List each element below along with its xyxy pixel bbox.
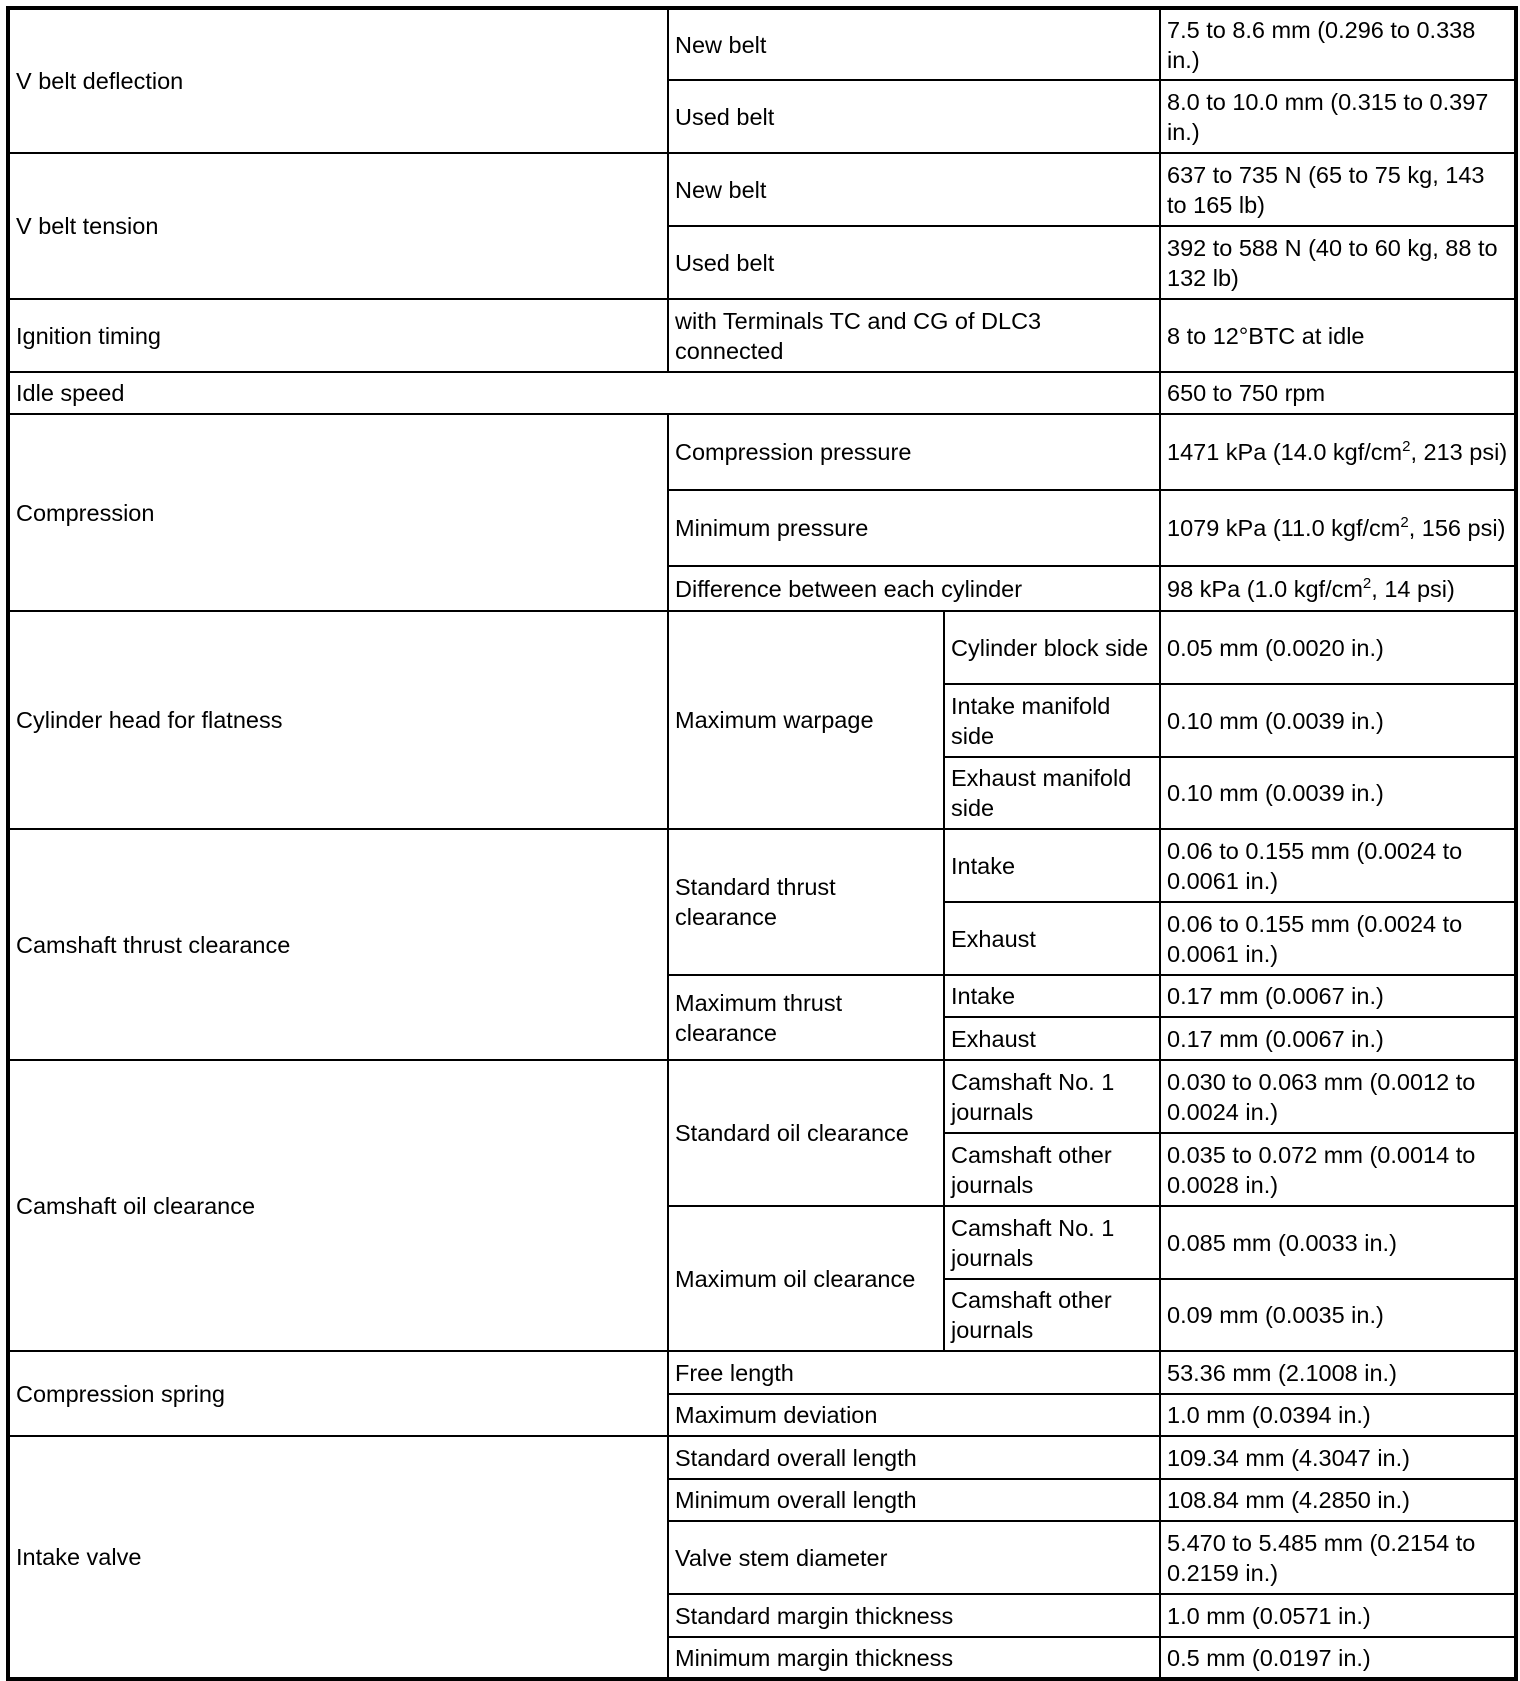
value-cell: 392 to 588 N (40 to 60 kg, 88 to 132 lb) bbox=[1160, 226, 1516, 299]
condition-cell: Valve stem diameter bbox=[668, 1521, 1160, 1594]
value-cell: 5.470 to 5.485 mm (0.2154 to 0.2159 in.) bbox=[1160, 1521, 1516, 1594]
value-cell: 0.09 mm (0.0035 in.) bbox=[1160, 1279, 1516, 1351]
condition-cell: with Terminals TC and CG of DLC3 connected bbox=[668, 299, 1160, 372]
value-cell: 0.10 mm (0.0039 in.) bbox=[1160, 757, 1516, 829]
superscript: 2 bbox=[1400, 514, 1409, 531]
row-label-ignition-timing: Ignition timing bbox=[8, 299, 668, 372]
condition-cell: Maximum oil clearance bbox=[668, 1206, 944, 1351]
value-cell: 0.085 mm (0.0033 in.) bbox=[1160, 1206, 1516, 1279]
subcondition-cell: Camshaft other journals bbox=[944, 1133, 1160, 1206]
subcondition-cell: Intake bbox=[944, 975, 1160, 1017]
value-text: , 14 psi) bbox=[1371, 575, 1455, 602]
condition-cell: Standard oil clearance bbox=[668, 1060, 944, 1206]
row-label-compression-spring: Compression spring bbox=[8, 1351, 668, 1436]
subcondition-cell: Intake manifold side bbox=[944, 684, 1160, 757]
table-row bbox=[8, 1060, 1516, 1133]
condition-cell: Standard overall length bbox=[668, 1436, 1160, 1479]
condition-cell: Maximum warpage bbox=[668, 611, 944, 829]
value-text: , 213 psi) bbox=[1410, 439, 1508, 465]
table-row bbox=[8, 414, 1516, 490]
value-cell: 8 to 12°BTC at idle bbox=[1160, 299, 1516, 372]
subcondition-cell: Cylinder block side bbox=[944, 611, 1160, 684]
condition-cell: Standard thrust clearance bbox=[668, 829, 944, 975]
value-text: , 156 psi) bbox=[1408, 515, 1506, 541]
superscript: 2 bbox=[1362, 574, 1372, 592]
subcondition-cell: Camshaft No. 1 journals bbox=[944, 1060, 1160, 1133]
value-cell: 8.0 to 10.0 mm (0.315 to 0.397 in.) bbox=[1160, 80, 1516, 153]
row-label-v-belt-tension: V belt tension bbox=[8, 153, 668, 299]
value-cell: 0.05 mm (0.0020 in.) bbox=[1160, 611, 1516, 684]
value-cell bbox=[1160, 566, 1516, 611]
superscript: 2 bbox=[1402, 438, 1411, 455]
condition-cell: Compression pressure bbox=[668, 414, 1160, 490]
condition-cell: Minimum margin thickness bbox=[668, 1637, 1160, 1679]
table-row bbox=[8, 299, 1516, 372]
value-cell: 7.5 to 8.6 mm (0.296 to 0.338 in.) bbox=[1160, 8, 1516, 80]
value-cell: 0.035 to 0.072 mm (0.0014 to 0.0028 in.) bbox=[1160, 1133, 1516, 1206]
value-cell: 0.06 to 0.155 mm (0.0024 to 0.0061 in.) bbox=[1160, 902, 1516, 975]
subcondition-cell: Intake bbox=[944, 829, 1160, 902]
condition-cell: Minimum pressure bbox=[668, 490, 1160, 566]
subcondition-cell: Exhaust bbox=[944, 902, 1160, 975]
value-cell: 0.10 mm (0.0039 in.) bbox=[1160, 684, 1516, 757]
value-cell: 0.17 mm (0.0067 in.) bbox=[1160, 1017, 1516, 1060]
subcondition-cell: Exhaust bbox=[944, 1017, 1160, 1060]
subcondition-cell: Camshaft other journals bbox=[944, 1279, 1160, 1351]
subcondition-cell: Camshaft No. 1 journals bbox=[944, 1206, 1160, 1279]
value-cell: 0.030 to 0.063 mm (0.0012 to 0.0024 in.) bbox=[1160, 1060, 1516, 1133]
table-row bbox=[8, 153, 1516, 226]
row-label-camshaft-oil: Camshaft oil clearance bbox=[8, 1060, 668, 1351]
value-text: 1471 kPa (14.0 kgf/cm bbox=[1167, 439, 1403, 465]
table-row bbox=[8, 1351, 1516, 1394]
subcondition-cell: Exhaust manifold side bbox=[944, 757, 1160, 829]
value-text: 1079 kPa (11.0 kgf/cm bbox=[1167, 515, 1401, 541]
condition-cell: New belt bbox=[668, 153, 1160, 226]
table-row bbox=[8, 1436, 1516, 1479]
row-label-camshaft-thrust: Camshaft thrust clearance bbox=[8, 829, 668, 1060]
table-row bbox=[8, 372, 1516, 414]
row-label-v-belt-deflection: V belt deflection bbox=[8, 8, 668, 153]
value-cell: 109.34 mm (4.3047 in.) bbox=[1160, 1436, 1516, 1479]
row-label-intake-valve: Intake valve bbox=[8, 1436, 668, 1679]
value-cell: 0.5 mm (0.0197 in.) bbox=[1160, 1637, 1516, 1679]
condition-cell: New belt bbox=[668, 8, 1160, 80]
row-label-compression: Compression bbox=[8, 414, 668, 611]
value-cell: 0.06 to 0.155 mm (0.0024 to 0.0061 in.) bbox=[1160, 829, 1516, 902]
condition-cell: Difference between each cylinder bbox=[668, 566, 1160, 611]
table-row bbox=[8, 8, 1516, 80]
condition-cell: Standard margin thickness bbox=[668, 1594, 1160, 1637]
condition-cell: Free length bbox=[668, 1351, 1160, 1394]
value-cell: 1.0 mm (0.0571 in.) bbox=[1160, 1594, 1516, 1637]
value-cell: 53.36 mm (2.1008 in.) bbox=[1160, 1351, 1516, 1394]
condition-cell: Minimum overall length bbox=[668, 1479, 1160, 1521]
value-cell bbox=[1160, 490, 1516, 566]
value-cell: 637 to 735 N (65 to 75 kg, 143 to 165 lb) bbox=[1160, 153, 1516, 226]
value-text: 98 kPa (1.0 kgf/cm bbox=[1167, 575, 1363, 602]
condition-cell: Used belt bbox=[668, 80, 1160, 153]
condition-cell: Used belt bbox=[668, 226, 1160, 299]
spec-table bbox=[6, 6, 1518, 1681]
value-cell: 1.0 mm (0.0394 in.) bbox=[1160, 1394, 1516, 1436]
table-row bbox=[8, 611, 1516, 684]
condition-cell: Maximum deviation bbox=[668, 1394, 1160, 1436]
value-cell: 0.17 mm (0.0067 in.) bbox=[1160, 975, 1516, 1017]
value-cell bbox=[1160, 414, 1516, 490]
row-label-idle-speed: Idle speed bbox=[8, 372, 1160, 414]
table-row bbox=[8, 829, 1516, 902]
row-label-cylinder-head: Cylinder head for flatness bbox=[8, 611, 668, 829]
value-cell: 108.84 mm (4.2850 in.) bbox=[1160, 1479, 1516, 1521]
value-cell: 650 to 750 rpm bbox=[1160, 372, 1516, 414]
condition-cell: Maximum thrust clearance bbox=[668, 975, 944, 1060]
